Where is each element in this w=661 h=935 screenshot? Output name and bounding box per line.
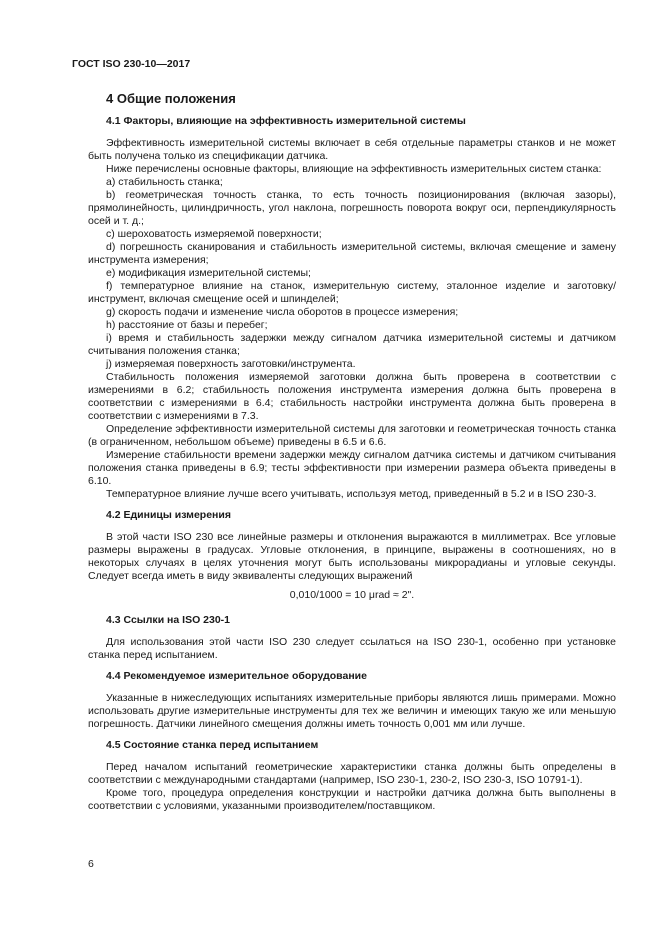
list-item: f) температурное влияние на станок, измерительную систему, эталонное изделие и заготовку/инструмент, включая смещение осей и шпинделей; xyxy=(88,280,616,305)
paragraph: Указанные в нижеследующих испытаниях измерительные приборы являются лишь примерами. Можно использовать другие измерительные инструменты для тех же величин и имеющих такую же или меньшую погрешность. Датчики линейного смещения должны иметь точность 0,001 мм или лучше. xyxy=(88,692,616,730)
list-item: b) геометрическая точность станка, то есть точность позиционирования (включая зазоры), прямолинейность, цилиндричность, угол наклона, погрешность поворота вокруг оси, перпендикулярность осей и т. д.; xyxy=(88,189,616,227)
paragraph: Эффективность измерительной системы включает в себя отдельные параметры станков и не может быть получена только из спецификации датчика. xyxy=(88,137,616,162)
list-item: h) расстояние от базы и перебег; xyxy=(106,319,268,331)
subsection-title-4-4: 4.4 Рекомендуемое измерительное оборудование xyxy=(106,670,367,682)
subsection-title-4-5: 4.5 Состояние станка перед испытанием xyxy=(106,739,319,751)
paragraph: Температурное влияние лучше всего учитывать, используя метод, приведенный в 5.2 и в ISO 230-3. xyxy=(106,488,597,500)
document-header: ГОСТ ISO 230-10—2017 xyxy=(72,58,191,70)
list-item: j) измеряемая поверхность заготовки/инструмента. xyxy=(106,358,356,370)
subsection-title-4-1: 4.1 Факторы, влияющие на эффективность измерительной системы xyxy=(106,115,466,127)
paragraph: В этой части ISO 230 все линейные размеры и отклонения выражаются в миллиметрах. Все угловые размеры выражены в градусах. Угловые отклонения, в принципе, выражены в соотношениях, но в некоторых случаях в целях уточнения могут быть использованы микрорадианы и угловые секунды. Следует всегда иметь в виду эквиваленты следующих выражений xyxy=(88,531,616,582)
paragraph: Перед началом испытаний геометрические характеристики станка должны быть определены в соответствии с международными стандартами (например, ISO 230-1, 230-2, ISO 230-3, ISO 10791-1). xyxy=(88,761,616,786)
list-item: d) погрешность сканирования и стабильность измерительной системы, включая смещение и замену инструмента измерения; xyxy=(88,241,616,266)
paragraph: Ниже перечислены основные факторы, влияющие на эффективность измерительных систем станка: xyxy=(106,163,602,175)
paragraph: Измерение стабильности времени задержки между сигналом датчика системы и датчиком считывания положения станка приведены в 6.9; тесты эффективности при измерении размера объекта приведены в 6.10. xyxy=(88,449,616,487)
paragraph: Кроме того, процедура определения конструкции и настройки датчика должна быть выполнены в соответствии с условиями, указанными производителем/поставщиком. xyxy=(88,787,616,812)
formula: 0,010/1000 = 10 μrad ≈ 2". xyxy=(289,589,415,601)
paragraph: Стабильность положения измеряемой заготовки должна быть проверена в соответствии с измерениями в 6.2; стабильность положения инструмента измерения должна быть проверена в соответствии с измерениями в 6.4; стабильность настройки инструмента должна быть проверена в соответствии с измерениями в 7.3. xyxy=(88,371,616,422)
subsection-title-4-3: 4.3 Ссылки на ISO 230-1 xyxy=(106,614,231,626)
list-item: g) скорость подачи и изменение числа оборотов в процессе измерения; xyxy=(106,306,459,318)
document-body xyxy=(88,92,616,813)
section-title: 4 Общие положения xyxy=(106,91,236,106)
page-number: 6 xyxy=(88,858,94,870)
list-item: e) модификация измерительной системы; xyxy=(106,267,311,279)
list-item: i) время и стабильность задержки между сигналом датчика измерительной системы и датчиком считывания положения станка; xyxy=(88,332,616,357)
paragraph: Для использования этой части ISO 230 следует ссылаться на ISO 230-1, особенно при установке станка перед испытанием. xyxy=(88,636,616,661)
paragraph: Определение эффективности измерительной системы для заготовки и геометрическая точность станка (в ограниченном, небольшом объеме) приведены в 6.5 и 6.6. xyxy=(88,423,616,448)
list-item: а) стабильность станка; xyxy=(106,176,223,188)
list-item: c) шероховатость измеряемой поверхности; xyxy=(106,228,322,240)
subsection-title-4-2: 4.2 Единицы измерения xyxy=(106,509,231,521)
